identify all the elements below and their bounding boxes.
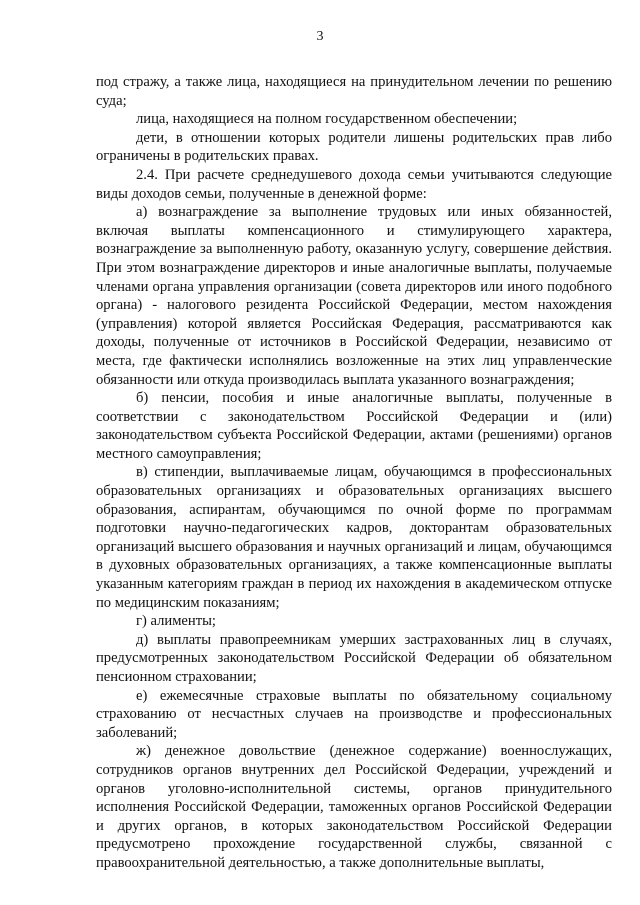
paragraph-children-parental-rights: дети, в отношении которых родители лишены родительских прав либо ограничены в родительских правах. (96, 129, 612, 165)
paragraph-section-2-4: 2.4. При расчете среднедушевого дохода семьи учитываются следующие виды доходов семьи, полученные в денежной форме: (96, 166, 612, 202)
paragraph-item-g: г) алименты; (136, 613, 216, 630)
document-body (96, 73, 612, 873)
paragraph-continuation: под стражу, а также лица, находящиеся на принудительном лечении по решению суда; (96, 74, 612, 109)
paragraph-item-b: б) пенсии, пособия и иные аналогичные выплаты, полученные в соответствии с законодательством Российской Федерации и (или) законодательством субъекта Российской Федерации, актами (решениями) органов местного самоуправления; (96, 390, 612, 462)
paragraph-item-v: в) стипендии, выплачиваемые лицам, обучающимся в профессиональных образовательных организациях и образовательных организациях высшего образования, аспирантам, обучающимся по очной форме по программам подготовки научно-педагогических кадров, докторантам образовательных организаций высшего образования и научных организаций и лицам, обучающимся в духовных образовательных организациях, а также компенсационные выплаты указанным категориям граждан в период их нахождения в академическом отпуске по медицинским показаниям; (96, 464, 612, 611)
page-number: 3 (316, 29, 324, 44)
paragraph-item-d: д) выплаты правопреемникам умерших застрахованных лиц в случаях, предусмотренных законодательством Российской Федерации об обязательном пенсионном страховании; (96, 631, 612, 685)
paragraph-item-e: е) ежемесячные страховые выплаты по обязательному социальному страхованию от несчастных случаев на производстве и профессиональных заболеваний; (96, 687, 612, 741)
paragraph-item-zh: ж) денежное довольствие (денежное содержание) военнослужащих, сотрудников органов внутренних дел Российской Федерации, учреждений и органов уголовно-исполнительной системы, органов принудительного исполнения Российской Федерации, таможенных органов Российской Федерации и других органов, в которых законодательством Российской Федерации предусмотрено прохождение государственной службы, связанной с правоохранительной деятельностью, а также дополнительные выплаты, (96, 743, 612, 871)
paragraph-state-support: лица, находящиеся на полном государственном обеспечении; (136, 111, 518, 128)
paragraph-item-a: а) вознаграждение за выполнение трудовых или иных обязанностей, включая выплаты компенсационного и стимулирующего характера, вознаграждение за выполненную работу, оказанную услугу, совершение действия. При этом вознаграждение директоров и иные аналогичные выплаты, получаемые членами органа управления организации (совета директоров или иного подобного органа) - налогового резидента Российской Федерации, местом нахождения (управления) которой является Российская Федерация, рассматриваются как доходы, полученные от источников в Российской Федерации, независимо от места, где фактически исполнялись возложенные на этих лиц управленческие обязанности или откуда производилась выплата указанного вознаграждения; (96, 204, 612, 388)
